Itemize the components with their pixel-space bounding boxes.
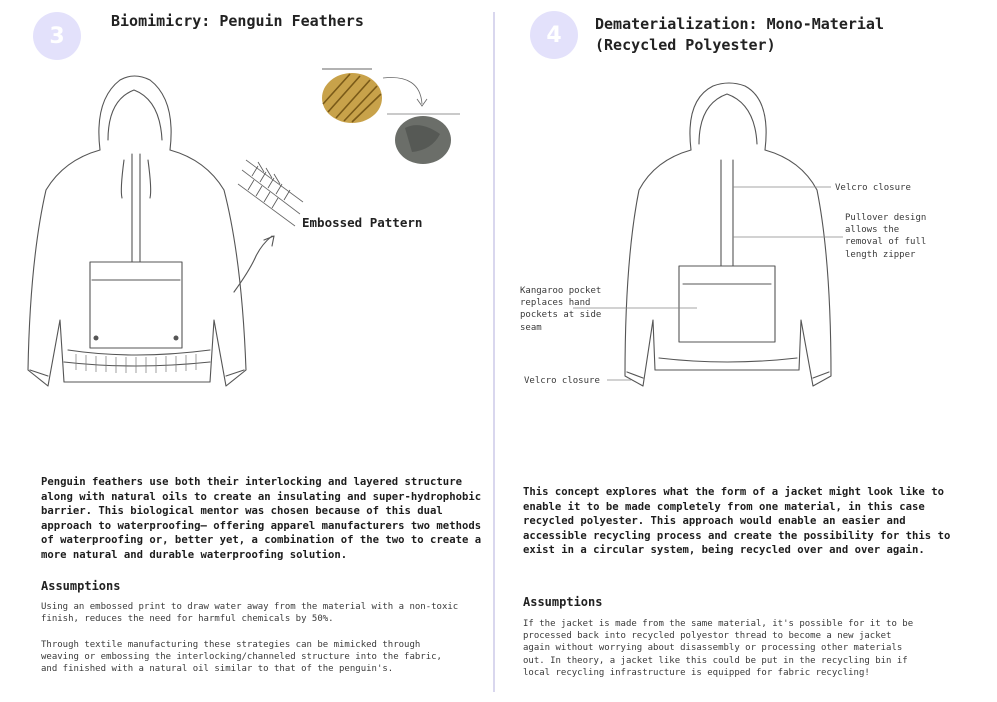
panel-dematerialization xyxy=(495,0,997,702)
annotation-kangaroo-pocket: Kangaroo pocket replaces hand pockets at side seam xyxy=(520,286,602,333)
annotation-velcro-closure-bottom: Velcro closure xyxy=(524,376,600,386)
feather-closeup-swatch xyxy=(322,73,382,123)
biomimicry-description: Penguin feathers use both their interlocking and layered structure along with natural oils to create an insulating and super-hydrophobic barrier. This biological mentor was chosen because of this dual approach to waterproofing– offering apparel manufacturers two methods of waterproofing or, better yet, a combination of the two to create a more natural and durable waterproofing solution. xyxy=(41,476,482,561)
section-title-dematerialization: Dematerialization: Mono-Material (Recycled Polyester) xyxy=(595,15,884,54)
assumption-paragraph-2: Through textile manufacturing these strategies can be mimicked through weaving or embossing the interlocking/channeled structure into the fabric, and finished with a natural oil similar to that of the penguin's. xyxy=(41,640,442,675)
assumptions-heading-right: Assumptions xyxy=(523,595,603,609)
panel-biomimicry xyxy=(0,0,493,702)
fabric-closeup-swatch xyxy=(395,116,451,164)
assumption-paragraph-1: Using an embossed print to draw water away from the material with a non-toxic finish, reduces the need for harmful chemicals by 50%. xyxy=(41,602,459,625)
dematerialization-description: This concept explores what the form of a jacket might look like to enable it to be made completely from one material, in this case recycled polyester. This approach would enable an easier and accessible recycling process and create the possibility for this to exist in a circular system, being recycled over and over again. xyxy=(523,486,951,557)
section-title-biomimicry: Biomimicry: Penguin Feathers xyxy=(111,12,364,30)
embossed-pattern-label: Embossed Pattern xyxy=(302,215,423,230)
jacket-sketch-left xyxy=(24,70,284,400)
step-badge-4: 4 xyxy=(530,11,578,59)
annotation-velcro-closure-top: Velcro closure xyxy=(835,183,911,193)
assumption-paragraph-right: If the jacket is made from the same material, it's possible for it to be processed back into recycled polyestor thread to become a new jacket again without worrying about disassembly or processing other materials out. In theory, a jacket like this could be put in the recycling bin if local recycling infrastructure is equipped for fabric recycling! xyxy=(523,619,914,678)
assumptions-heading-left: Assumptions xyxy=(41,579,121,593)
step-badge-3: 3 xyxy=(33,12,81,60)
annotation-pullover-design: Pullover design allows the removal of full length zipper xyxy=(845,213,927,260)
